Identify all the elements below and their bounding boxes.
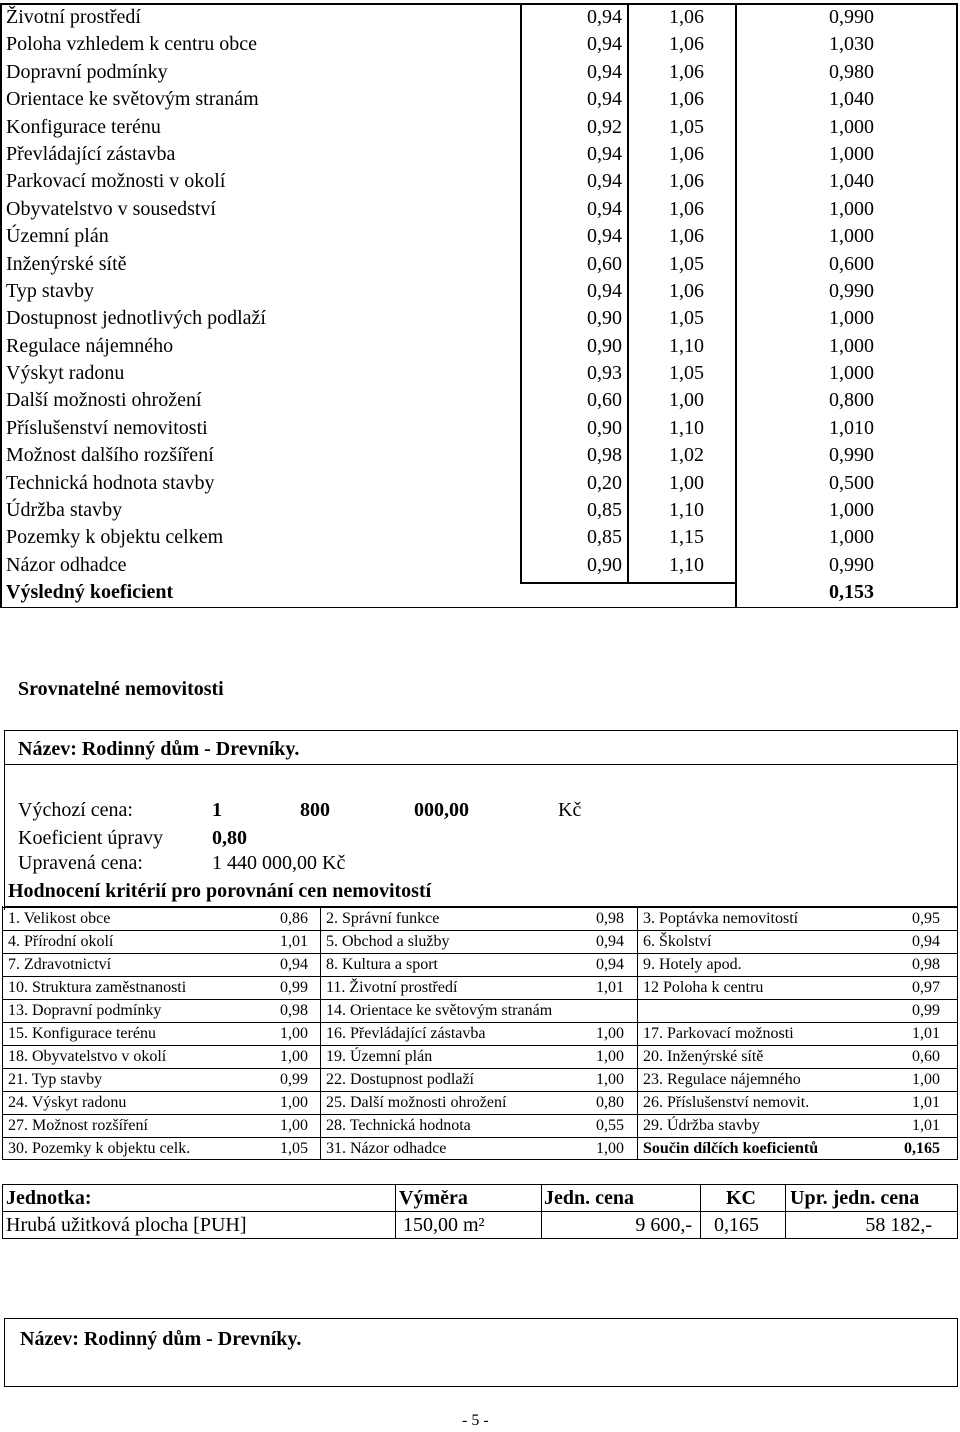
criteria-label: Orientace ke světovým stranám xyxy=(6,88,259,111)
criterion-label: 3. Poptávka nemovitostí xyxy=(643,910,799,927)
criteria-value: 1,000 xyxy=(829,362,874,385)
criteria-max: 1,00 xyxy=(669,389,704,412)
criteria-value: 1,040 xyxy=(829,88,874,111)
grid-line-c xyxy=(637,906,638,1160)
table-border-right xyxy=(956,4,958,608)
criteria-value: 0,990 xyxy=(829,279,874,302)
adjusted-price-value: 1 440 000,00 Kč xyxy=(212,852,346,874)
criteria-min: 0,92 xyxy=(587,115,622,138)
criteria-min: 0,85 xyxy=(587,526,622,549)
unit-name: Hrubá užitková plocha [PUH] xyxy=(6,1214,247,1236)
criteria-min: 0,94 xyxy=(587,225,622,248)
unit-header-adj-price: Upr. jedn. cena xyxy=(790,1187,920,1209)
criterion-value: 0,99 xyxy=(280,1071,308,1088)
criterion-label: 27. Možnost rozšíření xyxy=(8,1117,148,1134)
criterion-label: 2. Správní funkce xyxy=(326,910,440,927)
unit-adj-price: 58 182,- xyxy=(865,1214,932,1236)
criteria-row xyxy=(0,552,960,579)
criteria-row xyxy=(0,4,960,31)
criteria-grid-row xyxy=(0,953,960,976)
criteria-value: 0,990 xyxy=(829,553,874,576)
criterion-value: 0,86 xyxy=(280,910,308,927)
criteria-label: Dostupnost jednotlivých podlaží xyxy=(6,307,266,330)
criteria-row xyxy=(0,470,960,497)
criterion-label: 19. Územní plán xyxy=(326,1048,433,1065)
criteria-row xyxy=(0,141,960,168)
criteria-min: 0,60 xyxy=(587,252,622,275)
criteria-row xyxy=(0,387,960,414)
result-value: 0,153 xyxy=(829,581,874,604)
criterion-label: 6. Školství xyxy=(643,933,712,950)
criteria-grid-row xyxy=(0,999,960,1022)
criteria-row xyxy=(0,278,960,305)
criterion-value: 1,00 xyxy=(280,1117,308,1134)
criteria-label: Příslušenství nemovitosti xyxy=(6,416,208,439)
unit-top-line xyxy=(2,1184,958,1185)
criteria-label: Převládající zástavba xyxy=(6,142,176,165)
criterion-label: 10. Struktura zaměstnanosti xyxy=(8,979,187,996)
criterion-value: 0,98 xyxy=(912,956,940,973)
criteria-max: 1,06 xyxy=(669,142,704,165)
grid-row-line xyxy=(2,953,958,954)
criterion-label: 21. Typ stavby xyxy=(8,1071,103,1088)
grid-row-line xyxy=(2,1068,958,1069)
property-name: Název: Rodinný dům - Drevníky. xyxy=(18,738,300,760)
criteria-max: 1,10 xyxy=(669,416,704,439)
criterion-label: 5. Obchod a služby xyxy=(326,933,450,950)
unit-line-e xyxy=(785,1184,786,1238)
start-price-part-3: 000,00 xyxy=(414,799,469,821)
criterion-label: 30. Pozemky k objektu celk. xyxy=(8,1140,191,1157)
unit-area: 150,00 m² xyxy=(403,1214,485,1236)
criterion-value: 1,00 xyxy=(596,1071,624,1088)
criteria-max: 1,06 xyxy=(669,197,704,220)
unit-table-row xyxy=(0,1211,960,1239)
criteria-max: 1,10 xyxy=(669,334,704,357)
criteria-label: Pozemky k objektu celkem xyxy=(6,526,224,549)
page-number: - 5 - xyxy=(462,1412,489,1429)
criteria-grid-row xyxy=(0,1091,960,1114)
grid-bottom xyxy=(2,1159,958,1160)
criteria-min: 0,94 xyxy=(587,33,622,56)
criteria-max: 1,05 xyxy=(669,115,704,138)
unit-header-unit: Jednotka: xyxy=(6,1187,92,1209)
criterion-value: 0,95 xyxy=(912,910,940,927)
criteria-table xyxy=(0,4,960,607)
criteria-value: 1,000 xyxy=(829,142,874,165)
criteria-min: 0,94 xyxy=(587,6,622,28)
table-top-line xyxy=(0,3,958,5)
criteria-grid-row xyxy=(0,1114,960,1137)
criteria-grid-row xyxy=(0,1045,960,1068)
criteria-grid-row xyxy=(0,1068,960,1091)
criteria-value: 0,980 xyxy=(829,60,874,83)
criteria-row xyxy=(0,415,960,442)
criteria-row xyxy=(0,86,960,113)
criteria-value: 1,000 xyxy=(829,334,874,357)
criteria-value: 1,010 xyxy=(829,416,874,439)
criterion-value: 0,94 xyxy=(596,933,624,950)
criteria-min: 0,94 xyxy=(587,60,622,83)
criterion-label: 8. Kultura a sport xyxy=(326,956,438,973)
criteria-value: 1,040 xyxy=(829,170,874,193)
grid-row-line xyxy=(2,976,958,977)
criteria-max: 1,05 xyxy=(669,252,704,275)
criteria-value: 0,990 xyxy=(829,444,874,467)
box1-name-line xyxy=(4,764,958,765)
criteria-grid-row xyxy=(0,1022,960,1045)
grid-row-line xyxy=(2,907,958,908)
criteria-grid-row xyxy=(0,1137,960,1160)
criterion-label: 18. Obyvatelstvo v okolí xyxy=(8,1048,167,1065)
criterion-label: 28. Technická hodnota xyxy=(326,1117,471,1134)
criteria-row xyxy=(0,524,960,551)
criterion-value: 1,00 xyxy=(280,1094,308,1111)
box2-left xyxy=(4,1318,5,1386)
criteria-row xyxy=(0,497,960,524)
criteria-min: 0,60 xyxy=(587,389,622,412)
table-bottom-line xyxy=(0,607,958,608)
criterion-label: 4. Přírodní okolí xyxy=(8,933,114,950)
criteria-row xyxy=(0,360,960,387)
unit-kc: 0,165 xyxy=(714,1214,759,1236)
coef-value: 0,80 xyxy=(212,827,247,849)
criteria-max: 1,06 xyxy=(669,33,704,56)
criteria-max: 1,05 xyxy=(669,362,704,385)
criterion-label: 31. Názor odhadce xyxy=(326,1140,447,1157)
criterion-value: 0,98 xyxy=(280,1002,308,1019)
criterion-label: 23. Regulace nájemného xyxy=(643,1071,801,1088)
criteria-label: Inženýrské sítě xyxy=(6,252,127,275)
criterion-label: 20. Inženýrské sítě xyxy=(643,1048,764,1065)
criterion-label: 9. Hotely apod. xyxy=(643,956,742,973)
start-price-part-1: 1 xyxy=(212,799,222,821)
criteria-label: Typ stavby xyxy=(6,279,95,302)
criterion-value: 1,01 xyxy=(912,1117,940,1134)
criterion-value: 0,94 xyxy=(596,956,624,973)
criteria-row xyxy=(0,31,960,58)
criterion-value: 1,01 xyxy=(280,933,308,950)
unit-line-f xyxy=(957,1184,958,1238)
criterion-label: 1. Velikost obce xyxy=(8,910,111,927)
criteria-label: Další možnosti ohrožení xyxy=(6,389,202,412)
criterion-label: 16. Převládající zástavba xyxy=(326,1025,486,1042)
criteria-row xyxy=(0,114,960,141)
unit-header-area: Výměra xyxy=(399,1187,468,1209)
criteria-grid-row xyxy=(0,907,960,930)
grid-row-line xyxy=(2,1045,958,1046)
table-border-left xyxy=(0,4,2,608)
criterion-value: 0,98 xyxy=(596,910,624,927)
criterion-value: 0,80 xyxy=(596,1094,624,1111)
criterion-value: 1,00 xyxy=(596,1025,624,1042)
result-row xyxy=(0,579,960,606)
criterion-label: 7. Zdravotnictví xyxy=(8,956,112,973)
criterion-label: 24. Výskyt radonu xyxy=(8,1094,127,1111)
criteria-row xyxy=(0,305,960,332)
criteria-grid-row xyxy=(0,976,960,999)
criterion-value: 0,60 xyxy=(912,1048,940,1065)
grid-row-line xyxy=(2,999,958,1000)
criteria-value: 1,000 xyxy=(829,499,874,522)
box1-right xyxy=(957,730,958,910)
criteria-max: 1,00 xyxy=(669,471,704,494)
grid-row-line xyxy=(2,1022,958,1023)
box1-left xyxy=(4,730,5,910)
criteria-heading: Hodnocení kritérií pro porovnání cen nemovitostí xyxy=(8,880,432,902)
criterion-value: 0,97 xyxy=(912,979,940,996)
adjusted-price-label: Upravená cena: xyxy=(18,852,143,874)
criteria-min: 0,90 xyxy=(587,553,622,576)
box2-top xyxy=(4,1318,958,1319)
criteria-row xyxy=(0,223,960,250)
criteria-min: 0,98 xyxy=(587,444,622,467)
criterion-label: 22. Dostupnost podlaží xyxy=(326,1071,474,1088)
criterion-value: 1,00 xyxy=(596,1140,624,1157)
criteria-row xyxy=(0,333,960,360)
criterion-value: 1,00 xyxy=(280,1048,308,1065)
criteria-value: 0,500 xyxy=(829,471,874,494)
criterion-value: 1,00 xyxy=(280,1025,308,1042)
criteria-label: Poloha vzhledem k centru obce xyxy=(6,33,258,56)
unit-table-header xyxy=(0,1184,960,1212)
criteria-label: Dopravní podmínky xyxy=(6,60,168,83)
criterion-value: 1,05 xyxy=(280,1140,308,1157)
criteria-min: 0,94 xyxy=(587,88,622,111)
criteria-label: Územní plán xyxy=(6,225,109,248)
start-price-label: Výchozí cena: xyxy=(18,799,133,821)
criteria-value: 1,000 xyxy=(829,115,874,138)
criteria-min: 0,94 xyxy=(587,197,622,220)
criterion-label: Součin dílčích koeficientů xyxy=(643,1140,819,1157)
criterion-value: 1,00 xyxy=(912,1071,940,1088)
unit-header-kc: KC xyxy=(726,1187,756,1209)
unit-line-a xyxy=(2,1184,3,1238)
criteria-row xyxy=(0,168,960,195)
criteria-row xyxy=(0,251,960,278)
criterion-value: 1,01 xyxy=(596,979,624,996)
criteria-max: 1,05 xyxy=(669,307,704,330)
criteria-value: 1,000 xyxy=(829,225,874,248)
criteria-min: 0,85 xyxy=(587,499,622,522)
unit-price: 9 600,- xyxy=(635,1214,692,1236)
criterion-label: 14. Orientace ke světovým stranám xyxy=(326,1002,553,1019)
criteria-min: 0,90 xyxy=(587,307,622,330)
result-separator xyxy=(520,582,737,584)
criteria-label: Technická hodnota stavby xyxy=(6,471,215,494)
criterion-label: 17. Parkovací možnosti xyxy=(643,1025,794,1042)
grid-line-b xyxy=(320,906,321,1160)
grid-row-line xyxy=(2,1114,958,1115)
criterion-value: 0,94 xyxy=(280,956,308,973)
criteria-label: Názor odhadce xyxy=(6,553,127,576)
unit-line-b xyxy=(395,1184,396,1238)
criteria-rows xyxy=(0,4,960,579)
box2-right xyxy=(957,1318,958,1386)
box2-bottom xyxy=(4,1386,958,1387)
criteria-max: 1,06 xyxy=(669,170,704,193)
box1-top xyxy=(4,730,958,731)
criteria-label: Regulace nájemného xyxy=(6,334,174,357)
criteria-max: 1,15 xyxy=(669,526,704,549)
criteria-value: 1,000 xyxy=(829,526,874,549)
grid-line-a xyxy=(2,906,3,1160)
criteria-grid-row xyxy=(0,930,960,953)
criterion-label: 29. Údržba stavby xyxy=(643,1117,760,1134)
criteria-min: 0,94 xyxy=(587,170,622,193)
criteria-row xyxy=(0,442,960,469)
criteria-max: 1,02 xyxy=(669,444,704,467)
criterion-value: 0,99 xyxy=(280,979,308,996)
criterion-value: 1,00 xyxy=(596,1048,624,1065)
criterion-label: 13. Dopravní podmínky xyxy=(8,1002,162,1019)
result-label: Výsledný koeficient xyxy=(6,581,174,604)
criteria-label: Údržba stavby xyxy=(6,499,123,522)
criteria-min: 0,93 xyxy=(587,362,622,385)
criterion-value: 0,94 xyxy=(912,933,940,950)
comparables-heading: Srovnatelné nemovitosti xyxy=(18,678,224,700)
criteria-label: Konfigurace terénu xyxy=(6,115,161,138)
criteria-row xyxy=(0,196,960,223)
criteria-min: 0,90 xyxy=(587,334,622,357)
criteria-value: 1,000 xyxy=(829,197,874,220)
criteria-min: 0,94 xyxy=(587,142,622,165)
criterion-value: 1,01 xyxy=(912,1094,940,1111)
criterion-label: 26. Příslušenství nemovit. xyxy=(643,1094,810,1111)
criteria-min: 0,94 xyxy=(587,279,622,302)
grid-row-line xyxy=(2,1091,958,1092)
criterion-label: 25. Další možnosti ohrožení xyxy=(326,1094,507,1111)
criteria-label: Parkovací možnosti v okolí xyxy=(6,170,226,193)
unit-line-d xyxy=(700,1184,701,1238)
criteria-value: 1,030 xyxy=(829,33,874,56)
criteria-max: 1,06 xyxy=(669,6,704,28)
criteria-label: Možnost dalšího rozšíření xyxy=(6,444,214,467)
table-divider-1 xyxy=(520,4,522,584)
criterion-value: 0,55 xyxy=(596,1117,624,1134)
criteria-max: 1,10 xyxy=(669,499,704,522)
criteria-min: 0,20 xyxy=(587,471,622,494)
criteria-label: Životní prostředí xyxy=(6,6,141,28)
grid-line-d xyxy=(957,906,958,1160)
criteria-value: 0,600 xyxy=(829,252,874,275)
criteria-min: 0,90 xyxy=(587,416,622,439)
property-name-2: Název: Rodinný dům - Drevníky. xyxy=(20,1328,302,1350)
criteria-max: 1,10 xyxy=(669,553,704,576)
unit-bottom-line xyxy=(2,1238,958,1239)
criteria-value: 0,990 xyxy=(829,6,874,28)
criterion-value: 1,01 xyxy=(912,1025,940,1042)
criterion-value: 0,165 xyxy=(904,1140,940,1157)
criterion-label: 12 Poloha k centru xyxy=(643,979,764,996)
criteria-max: 1,06 xyxy=(669,225,704,248)
coef-label: Koeficient úpravy xyxy=(18,827,163,849)
criteria-max: 1,06 xyxy=(669,88,704,111)
criteria-label: Obyvatelstvo v sousedství xyxy=(6,197,216,220)
grid-row-line xyxy=(2,1137,958,1138)
criterion-value: 0,99 xyxy=(912,1002,940,1019)
criteria-value: 1,000 xyxy=(829,307,874,330)
unit-line-c xyxy=(541,1184,542,1238)
criteria-max: 1,06 xyxy=(669,279,704,302)
grid-row-line xyxy=(2,930,958,931)
criteria-label: Výskyt radonu xyxy=(6,362,125,385)
criteria-row xyxy=(0,59,960,86)
start-price-part-2: 800 xyxy=(300,799,330,821)
table-divider-2 xyxy=(627,4,629,584)
criteria-value: 0,800 xyxy=(829,389,874,412)
unit-header-unit-price: Jedn. cena xyxy=(544,1187,634,1209)
criteria-max: 1,06 xyxy=(669,60,704,83)
unit-header-line xyxy=(2,1211,958,1212)
start-price-currency: Kč xyxy=(558,799,582,821)
table-divider-3 xyxy=(735,4,737,608)
criterion-label: 15. Konfigurace terénu xyxy=(8,1025,156,1042)
criterion-label: 11. Životní prostředí xyxy=(326,979,458,996)
